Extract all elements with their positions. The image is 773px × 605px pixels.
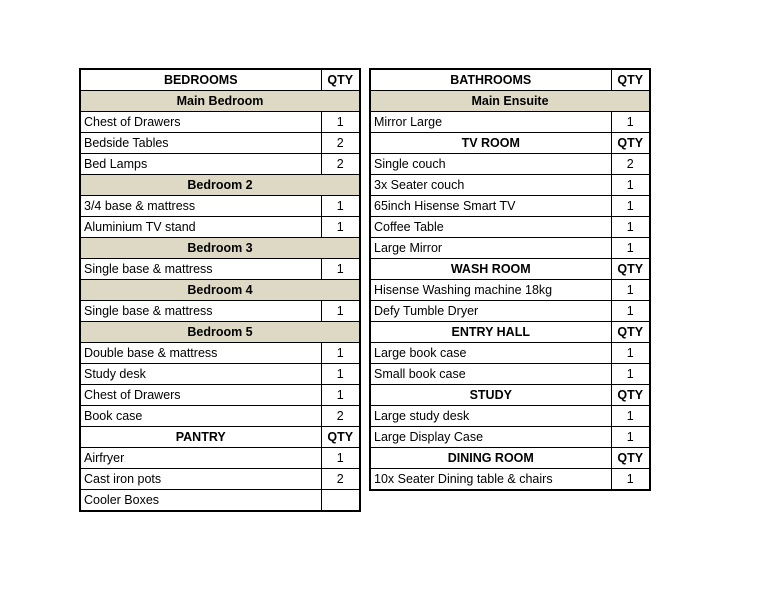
item-qty: 1	[321, 343, 360, 364]
room-subheader-row	[80, 280, 360, 301]
item-row	[370, 427, 650, 448]
item-qty: 1	[321, 196, 360, 217]
item-name: Large Mirror	[370, 238, 611, 259]
section-header-row	[370, 322, 650, 343]
room-name: Bedroom 5	[80, 322, 360, 343]
room-subheader-row	[80, 175, 360, 196]
item-row	[370, 238, 650, 259]
item-row	[370, 280, 650, 301]
item-name: Chest of Drawers	[80, 385, 321, 406]
item-qty: 1	[611, 238, 650, 259]
item-name: Cooler Boxes	[80, 490, 321, 512]
room-subheader-row	[80, 91, 360, 112]
item-qty: 1	[611, 196, 650, 217]
item-qty: 1	[611, 427, 650, 448]
qty-column-header: QTY	[611, 69, 650, 91]
item-row	[370, 406, 650, 427]
section-title: DINING ROOM	[370, 448, 611, 469]
section-header-row	[370, 69, 650, 91]
item-qty: 1	[611, 343, 650, 364]
item-name: Single base & mattress	[80, 259, 321, 280]
item-qty: 1	[611, 217, 650, 238]
item-row	[370, 343, 650, 364]
item-row	[80, 448, 360, 469]
room-name: Bedroom 2	[80, 175, 360, 196]
section-title: WASH ROOM	[370, 259, 611, 280]
item-qty: 1	[611, 175, 650, 196]
section-title: BATHROOMS	[370, 69, 611, 91]
item-name: Chest of Drawers	[80, 112, 321, 133]
section-header-row	[80, 427, 360, 448]
room-name: Main Ensuite	[370, 91, 650, 112]
item-row	[80, 196, 360, 217]
item-row	[80, 385, 360, 406]
item-qty: 2	[321, 133, 360, 154]
item-qty: 1	[611, 112, 650, 133]
item-row	[370, 196, 650, 217]
item-row	[80, 490, 360, 512]
right-inventory-table	[369, 68, 651, 491]
item-qty	[321, 490, 360, 512]
item-qty: 1	[321, 385, 360, 406]
qty-column-header: QTY	[611, 322, 650, 343]
item-qty: 1	[321, 217, 360, 238]
qty-column-header: QTY	[611, 133, 650, 154]
item-name: Single base & mattress	[80, 301, 321, 322]
item-row	[80, 217, 360, 238]
item-row	[370, 175, 650, 196]
qty-column-header: QTY	[611, 385, 650, 406]
room-subheader-row	[370, 91, 650, 112]
room-subheader-row	[80, 322, 360, 343]
item-name: Study desk	[80, 364, 321, 385]
item-row	[370, 112, 650, 133]
item-qty: 2	[321, 406, 360, 427]
item-name: Coffee Table	[370, 217, 611, 238]
qty-column-header: QTY	[611, 259, 650, 280]
item-qty: 1	[321, 259, 360, 280]
item-name: 65inch Hisense Smart TV	[370, 196, 611, 217]
item-row	[80, 154, 360, 175]
item-qty: 2	[321, 154, 360, 175]
item-name: 3x Seater couch	[370, 175, 611, 196]
item-qty: 1	[611, 301, 650, 322]
item-row	[80, 469, 360, 490]
section-header-row	[370, 133, 650, 154]
item-row	[370, 217, 650, 238]
item-name: Bedside Tables	[80, 133, 321, 154]
item-name: Large study desk	[370, 406, 611, 427]
item-name: 10x Seater Dining table & chairs	[370, 469, 611, 491]
section-header-row	[370, 448, 650, 469]
item-qty: 1	[321, 301, 360, 322]
item-qty: 1	[611, 364, 650, 385]
item-qty: 2	[611, 154, 650, 175]
item-name: Aluminium TV stand	[80, 217, 321, 238]
item-name: Book case	[80, 406, 321, 427]
item-row	[370, 364, 650, 385]
item-name: Defy Tumble Dryer	[370, 301, 611, 322]
item-name: Mirror Large	[370, 112, 611, 133]
item-name: Small book case	[370, 364, 611, 385]
item-name: Bed Lamps	[80, 154, 321, 175]
section-header-row	[80, 69, 360, 91]
item-row	[80, 406, 360, 427]
item-name: Large book case	[370, 343, 611, 364]
section-title: STUDY	[370, 385, 611, 406]
section-title: BEDROOMS	[80, 69, 321, 91]
item-row	[80, 343, 360, 364]
item-qty: 1	[321, 448, 360, 469]
item-name: Large Display Case	[370, 427, 611, 448]
qty-column-header: QTY	[611, 448, 650, 469]
section-title: TV ROOM	[370, 133, 611, 154]
item-name: Cast iron pots	[80, 469, 321, 490]
item-row	[80, 112, 360, 133]
item-qty: 1	[321, 112, 360, 133]
item-name: Double base & mattress	[80, 343, 321, 364]
room-name: Bedroom 4	[80, 280, 360, 301]
left-inventory-table	[79, 68, 361, 512]
item-qty: 1	[611, 280, 650, 301]
right-table-body	[370, 69, 650, 490]
item-name: 3/4 base & mattress	[80, 196, 321, 217]
item-qty: 1	[321, 364, 360, 385]
item-qty: 1	[611, 406, 650, 427]
item-name: Hisense Washing machine 18kg	[370, 280, 611, 301]
item-row	[80, 364, 360, 385]
item-row	[80, 133, 360, 154]
item-qty: 2	[321, 469, 360, 490]
qty-column-header: QTY	[321, 69, 360, 91]
section-title: ENTRY HALL	[370, 322, 611, 343]
item-row	[80, 259, 360, 280]
item-name: Single couch	[370, 154, 611, 175]
room-name: Bedroom 3	[80, 238, 360, 259]
room-name: Main Bedroom	[80, 91, 360, 112]
item-row	[80, 301, 360, 322]
item-row	[370, 301, 650, 322]
section-title: PANTRY	[80, 427, 321, 448]
left-table-body	[80, 69, 360, 511]
item-name: Airfryer	[80, 448, 321, 469]
room-subheader-row	[80, 238, 360, 259]
item-row	[370, 154, 650, 175]
section-header-row	[370, 259, 650, 280]
section-header-row	[370, 385, 650, 406]
qty-column-header: QTY	[321, 427, 360, 448]
item-qty: 1	[611, 469, 650, 491]
item-row	[370, 469, 650, 491]
